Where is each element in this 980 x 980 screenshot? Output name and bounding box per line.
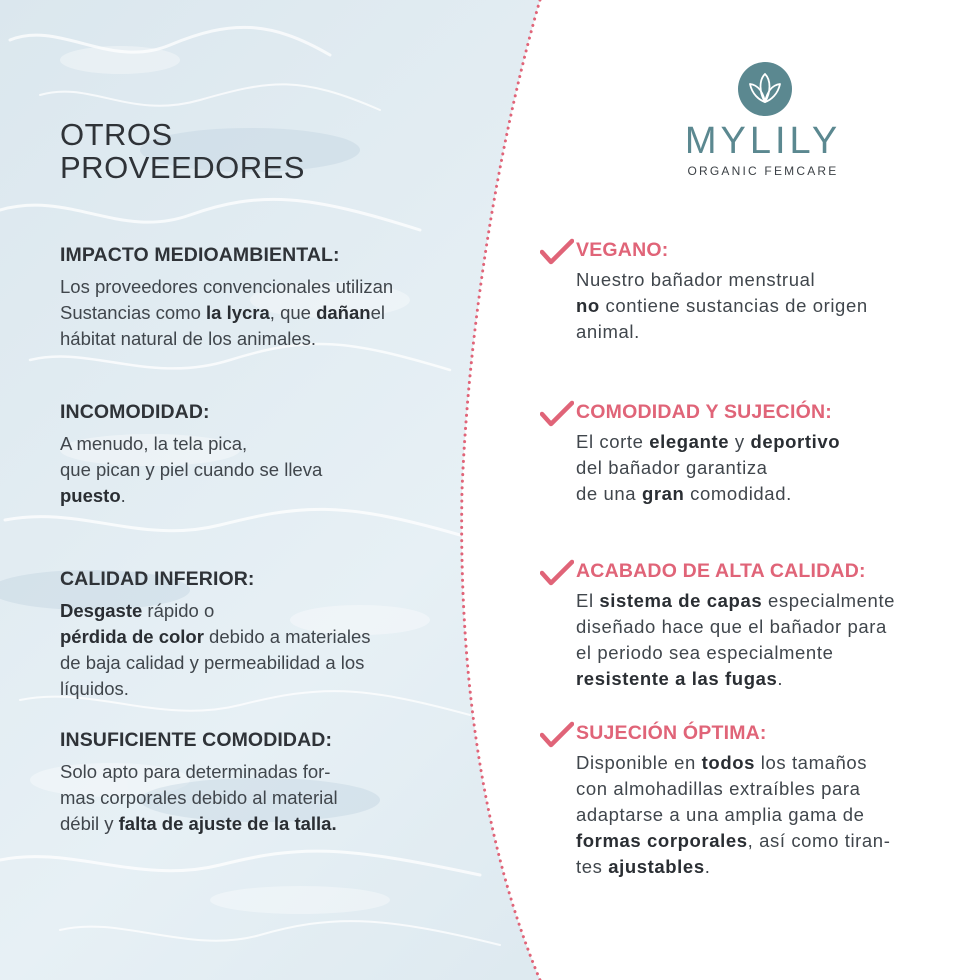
- text-run: , que: [269, 302, 317, 323]
- text-run: comodidad.: [684, 483, 792, 504]
- text-line: [576, 854, 890, 880]
- text-line: [576, 293, 868, 319]
- text-line: [576, 802, 890, 828]
- text-run: A menudo, la tela pica,: [60, 433, 248, 454]
- benefit-body: [576, 429, 840, 507]
- text-line: [576, 776, 890, 802]
- section-body: [60, 598, 465, 702]
- checkmark-icon: [540, 721, 574, 749]
- title-line: OTROS: [60, 117, 173, 152]
- emphasis-text: ajustables: [608, 856, 705, 877]
- section-discomfort: [60, 401, 465, 509]
- section-inferior-quality: [60, 568, 465, 702]
- emphasis-text: elegante: [649, 431, 730, 452]
- text-run: líquidos.: [60, 678, 129, 699]
- title-line: PROVEEDORES: [60, 150, 305, 185]
- text-run: contiene sustancias de origen: [599, 295, 868, 316]
- emphasis-text: gran: [641, 483, 685, 504]
- text-line: [576, 640, 895, 666]
- text-run: mas corporales debido al material: [60, 787, 338, 808]
- text-run: Sustancias como: [60, 302, 207, 323]
- section-environmental-impact: [60, 244, 465, 352]
- text-line: [60, 811, 465, 837]
- other-providers-column: [0, 0, 480, 980]
- brand-name: MYLILY: [684, 120, 842, 162]
- text-run: débil y: [60, 813, 119, 834]
- text-line: [60, 759, 465, 785]
- text-run: de una: [576, 483, 642, 504]
- emphasis-text: deportivo: [750, 431, 841, 452]
- text-line: [60, 300, 465, 326]
- benefit-heading: ACABADO DE ALTA CALIDAD:: [576, 560, 866, 582]
- text-run: que pican y piel cuando se lleva: [60, 459, 323, 480]
- emphasis-text: dañan: [316, 302, 371, 323]
- text-run: especialmente: [762, 590, 896, 611]
- text-line: [576, 319, 868, 345]
- text-line: [60, 326, 465, 352]
- benefit-body: [576, 267, 868, 345]
- text-run: hábitat natural de los animales.: [60, 328, 317, 349]
- text-line: [576, 666, 895, 692]
- emphasis-text: no: [576, 295, 600, 316]
- emphasis-text: la lycra: [206, 302, 270, 323]
- text-run: Los proveedores convencionales utilizan: [60, 276, 394, 297]
- section-heading: INSUFICIENTE COMODIDAD:: [60, 729, 333, 751]
- emphasis-text: sistema de capas: [599, 590, 763, 611]
- text-line: [576, 429, 840, 455]
- benefit-heading: COMODIDAD Y SUJECIÓN:: [576, 401, 832, 423]
- section-body: [60, 759, 465, 837]
- text-run: El corte: [576, 431, 650, 452]
- text-run: el: [370, 302, 385, 323]
- text-line: [576, 614, 895, 640]
- text-run: diseñado hace que el bañador para: [576, 616, 887, 637]
- text-line: [576, 481, 840, 507]
- text-line: [60, 457, 465, 483]
- text-run: de baja calidad y permeabilidad a los: [60, 652, 365, 673]
- text-run: El: [576, 590, 600, 611]
- text-line: [576, 828, 890, 854]
- emphasis-text: Desgaste: [60, 600, 143, 621]
- checkmark-icon: [540, 559, 574, 587]
- section-heading: CALIDAD INFERIOR:: [60, 568, 255, 590]
- text-run: .: [704, 856, 711, 877]
- text-run: animal.: [576, 321, 640, 342]
- emphasis-text: falta de ajuste de la talla.: [118, 813, 337, 834]
- emphasis-text: resistente a las fugas: [576, 668, 778, 689]
- emphasis-text: puesto: [60, 485, 121, 506]
- text-line: [576, 588, 895, 614]
- text-line: [60, 624, 465, 650]
- brand-tagline: ORGANIC FEMCARE: [687, 164, 839, 178]
- text-run: .: [777, 668, 784, 689]
- section-body: [60, 431, 465, 509]
- text-run: el periodo sea especialmente: [576, 642, 834, 663]
- emphasis-text: todos: [701, 752, 756, 773]
- text-line: [60, 785, 465, 811]
- section-body: [60, 274, 465, 352]
- text-line: [576, 455, 840, 481]
- section-heading: INCOMODIDAD:: [60, 401, 210, 423]
- text-run: Disponible en: [576, 752, 702, 773]
- text-run: Solo apto para determinadas for-: [60, 761, 331, 782]
- text-line: [60, 274, 465, 300]
- emphasis-text: formas corporales: [576, 830, 748, 851]
- text-run: y: [729, 431, 751, 452]
- text-line: [60, 650, 465, 676]
- text-run: los tamaños: [755, 752, 868, 773]
- text-run: con almohadillas extraíbles para: [576, 778, 861, 799]
- text-line: [60, 676, 465, 702]
- text-run: Nuestro bañador menstrual: [576, 269, 816, 290]
- section-insufficient-comfort: [60, 729, 465, 837]
- text-line: [60, 483, 465, 509]
- checkmark-icon: [540, 400, 574, 428]
- checkmark-icon: [540, 238, 574, 266]
- text-line: [576, 267, 868, 293]
- text-line: [576, 750, 890, 776]
- benefit-heading: SUJECIÓN ÓPTIMA:: [576, 722, 767, 744]
- text-line: [60, 431, 465, 457]
- text-run: adaptarse a una amplia gama de: [576, 804, 865, 825]
- benefit-heading: VEGANO:: [576, 239, 669, 261]
- text-run: , así como tiran-: [747, 830, 891, 851]
- text-run: .: [120, 485, 126, 506]
- section-heading: IMPACTO MEDIOAMBIENTAL:: [60, 244, 340, 266]
- benefit-body: [576, 750, 890, 880]
- text-run: del bañador garantiza: [576, 457, 768, 478]
- text-line: [60, 598, 465, 624]
- page-title: [60, 118, 400, 184]
- text-run: tes: [576, 856, 609, 877]
- emphasis-text: pérdida de color: [60, 626, 204, 647]
- text-run: debido a materiales: [203, 626, 371, 647]
- benefit-body: [576, 588, 895, 692]
- text-run: rápido o: [142, 600, 215, 621]
